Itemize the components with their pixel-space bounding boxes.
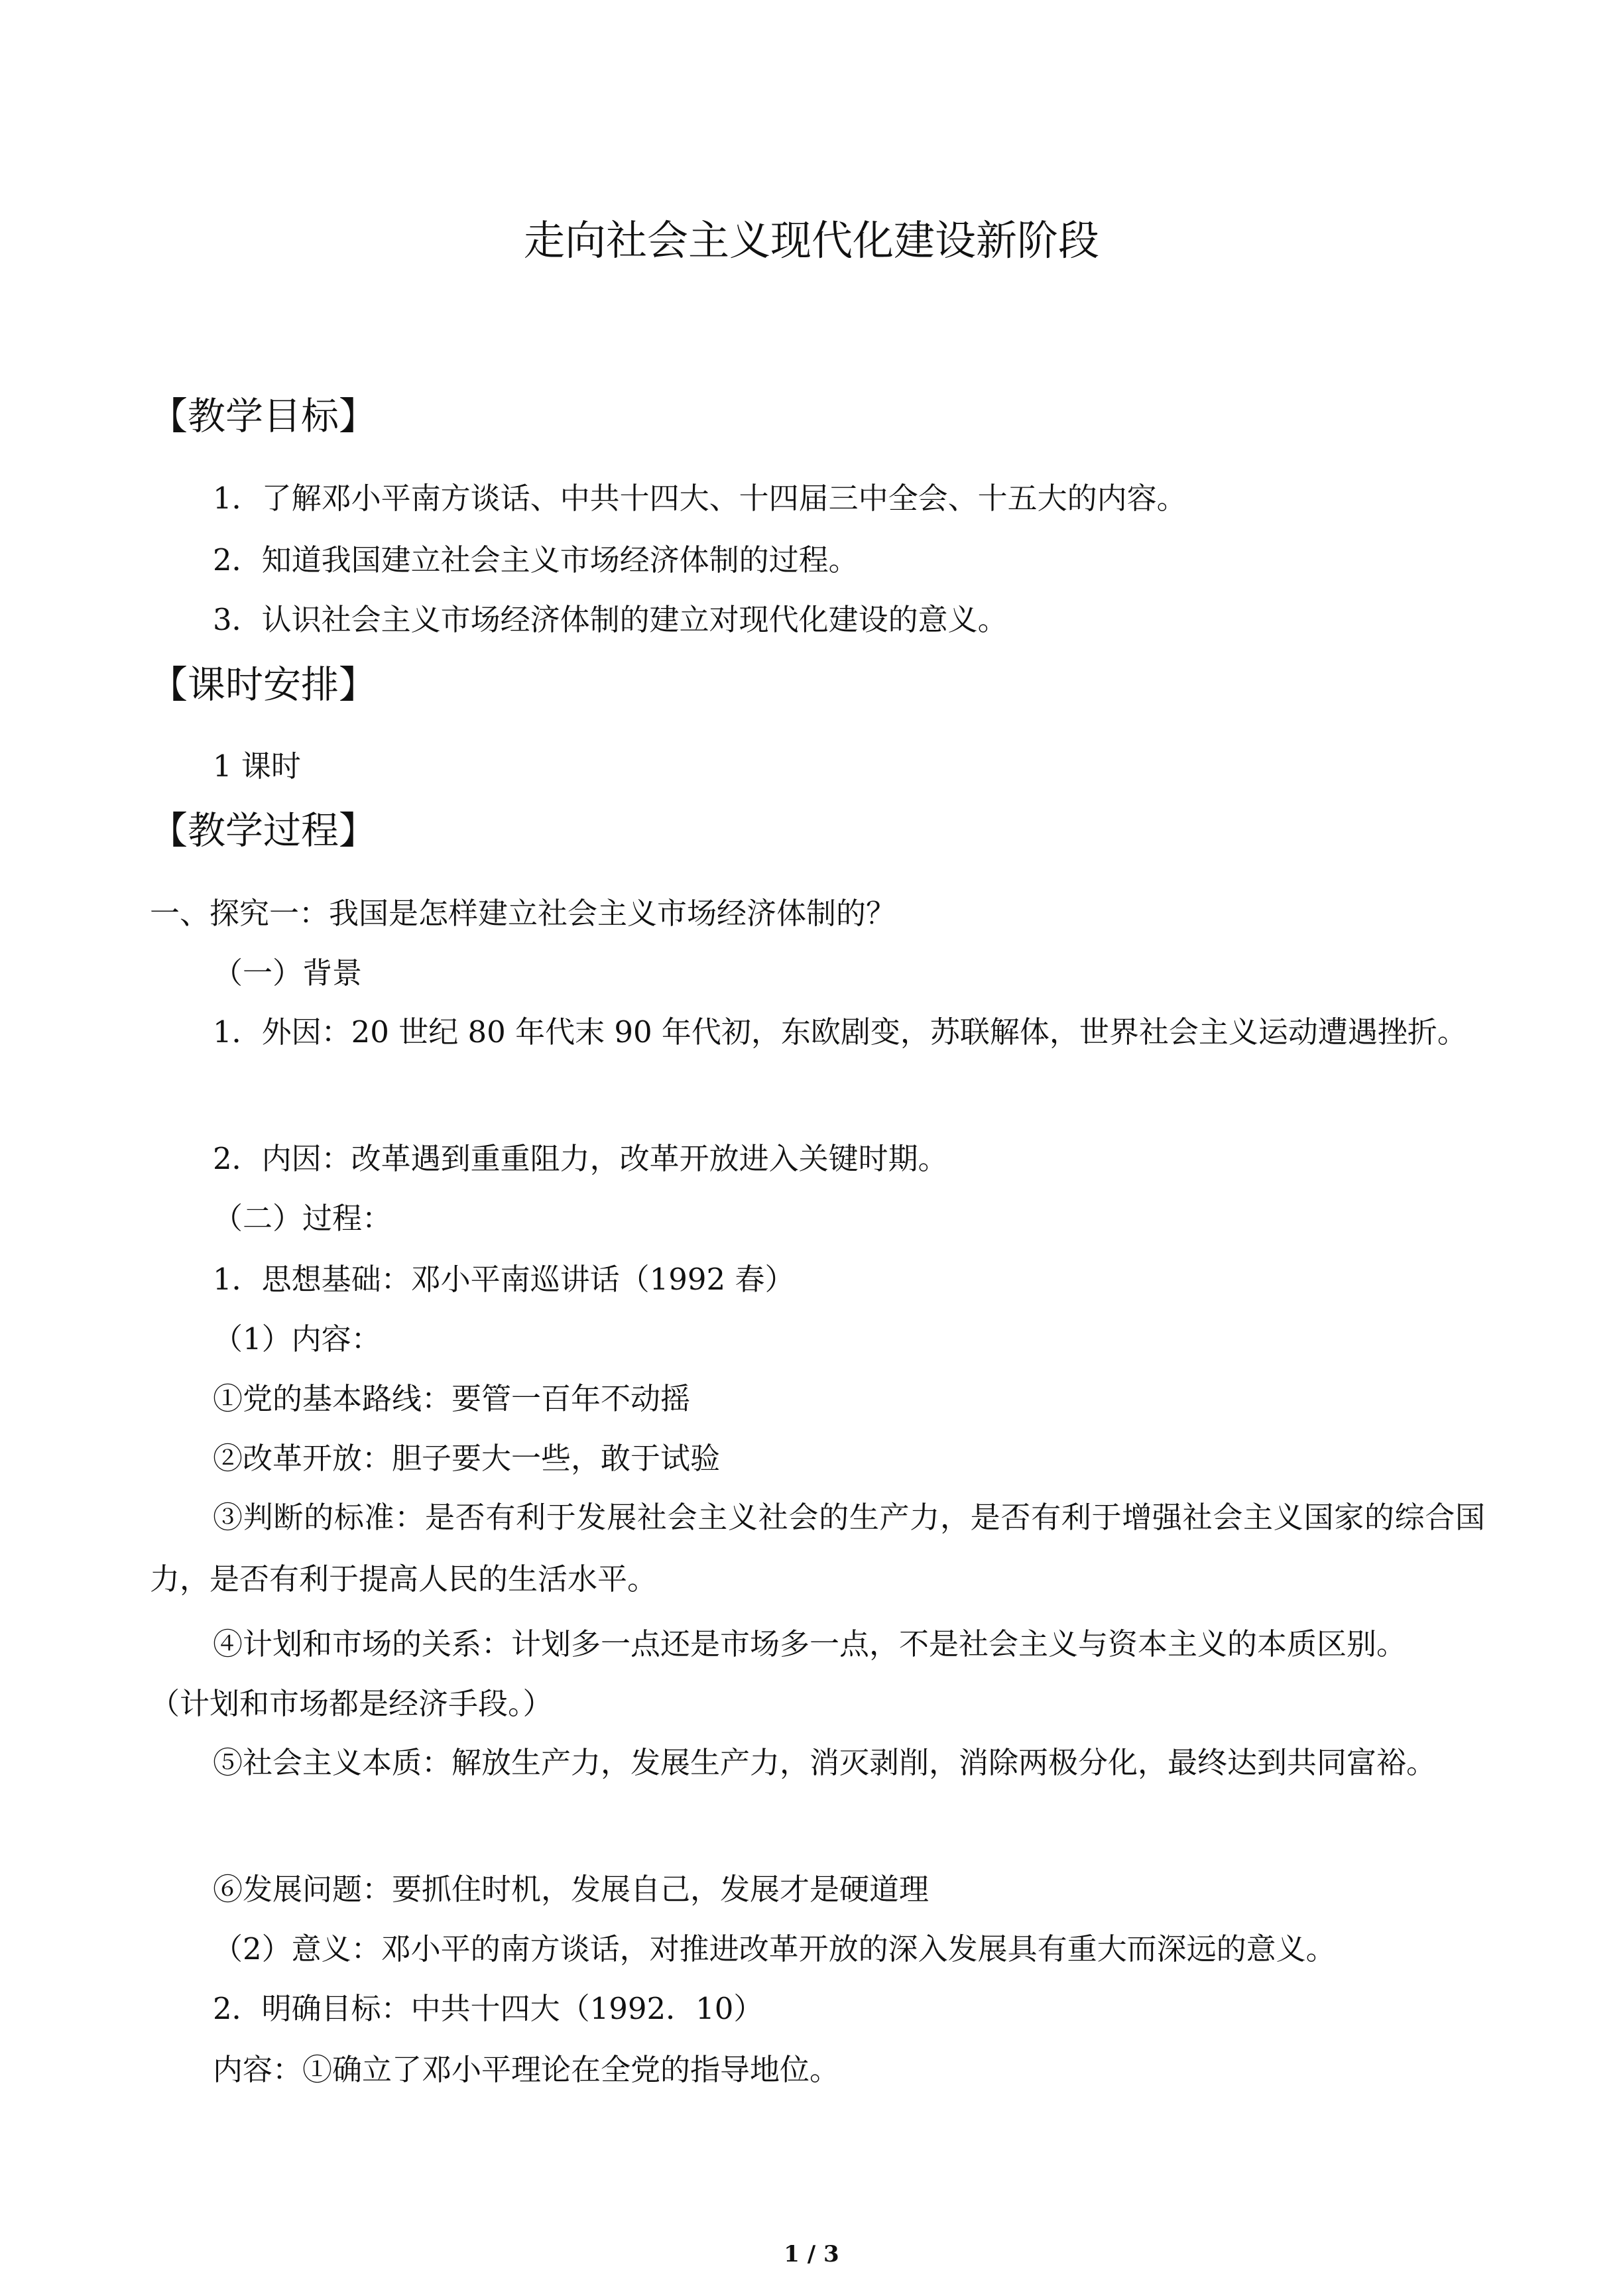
- point-reform: ②改革开放：胆子要大一些，敢于试验: [213, 1441, 721, 1476]
- point-basic-line: ①党的基本路线：要管一百年不动摇: [213, 1381, 691, 1416]
- section-heading-process: 【教学过程】: [150, 809, 377, 853]
- point-development: ⑥发展问题：要抓住时机，发展自己，发展才是硬道理: [213, 1872, 930, 1907]
- point-plan-and-market-note: （计划和市场都是经济手段。）: [150, 1686, 553, 1721]
- inquiry-heading: 一、探究一：我国是怎样建立社会主义市场经济体制的？: [150, 896, 896, 931]
- step-ideological-basis: 1．思想基础：邓小平南巡讲话（1992 春）: [213, 1262, 795, 1297]
- step-clear-goal-content: 内容：①确立了邓小平理论在全党的指导地位。: [213, 2052, 840, 2087]
- goal-item: 2．知道我国建立社会主义市场经济体制的过程。: [213, 542, 859, 577]
- goal-item: 1．了解邓小平南方谈话、中共十四大、十四届三中全会、十五大的内容。: [213, 481, 1187, 516]
- point-judgement-standard: ③判断的标准：是否有利于发展社会主义社会的生产力，是否有利于增强社会主义国家的综合国力，是否有利于提高人民的生活水平。: [150, 1500, 1485, 1597]
- goal-item: 3．认识社会主义市场经济体制的建立对现代化建设的意义。: [213, 602, 1008, 637]
- content-heading: （1）内容：: [213, 1321, 381, 1357]
- section-heading-goals: 【教学目标】: [150, 394, 377, 438]
- paragraph-external-cause: 1．外因：20 世纪 80 年代末 90 年代初，东欧剧变，苏联解体，世界社会主义运动遭遇挫折。: [213, 1014, 1467, 1050]
- schedule-text: 1 课时: [213, 749, 301, 784]
- subheading-background: （一）背景: [213, 955, 363, 991]
- section-heading-schedule: 【课时安排】: [150, 663, 377, 707]
- document-title: 走向社会主义现代化建设新阶段: [523, 216, 1099, 265]
- significance-paragraph: （2）意义：邓小平的南方谈话，对推进改革开放的深入发展具有重大而深远的意义。: [213, 1931, 1336, 1966]
- point-plan-and-market: ④计划和市场的关系：计划多一点还是市场多一点，不是社会主义与资本主义的本质区别。: [213, 1626, 1407, 1662]
- paragraph-internal-cause: 2．内因：改革遇到重重阻力，改革开放进入关键时期。: [213, 1141, 948, 1176]
- page-number: 1 / 3: [784, 2241, 839, 2267]
- point-socialism-essence: ⑤社会主义本质：解放生产力，发展生产力，消灭剥削，消除两极分化，最终达到共同富裕。: [213, 1745, 1437, 1780]
- step-clear-goal: 2．明确目标：中共十四大（1992．10）: [213, 1991, 764, 2026]
- subheading-process: （二）过程：: [213, 1201, 392, 1236]
